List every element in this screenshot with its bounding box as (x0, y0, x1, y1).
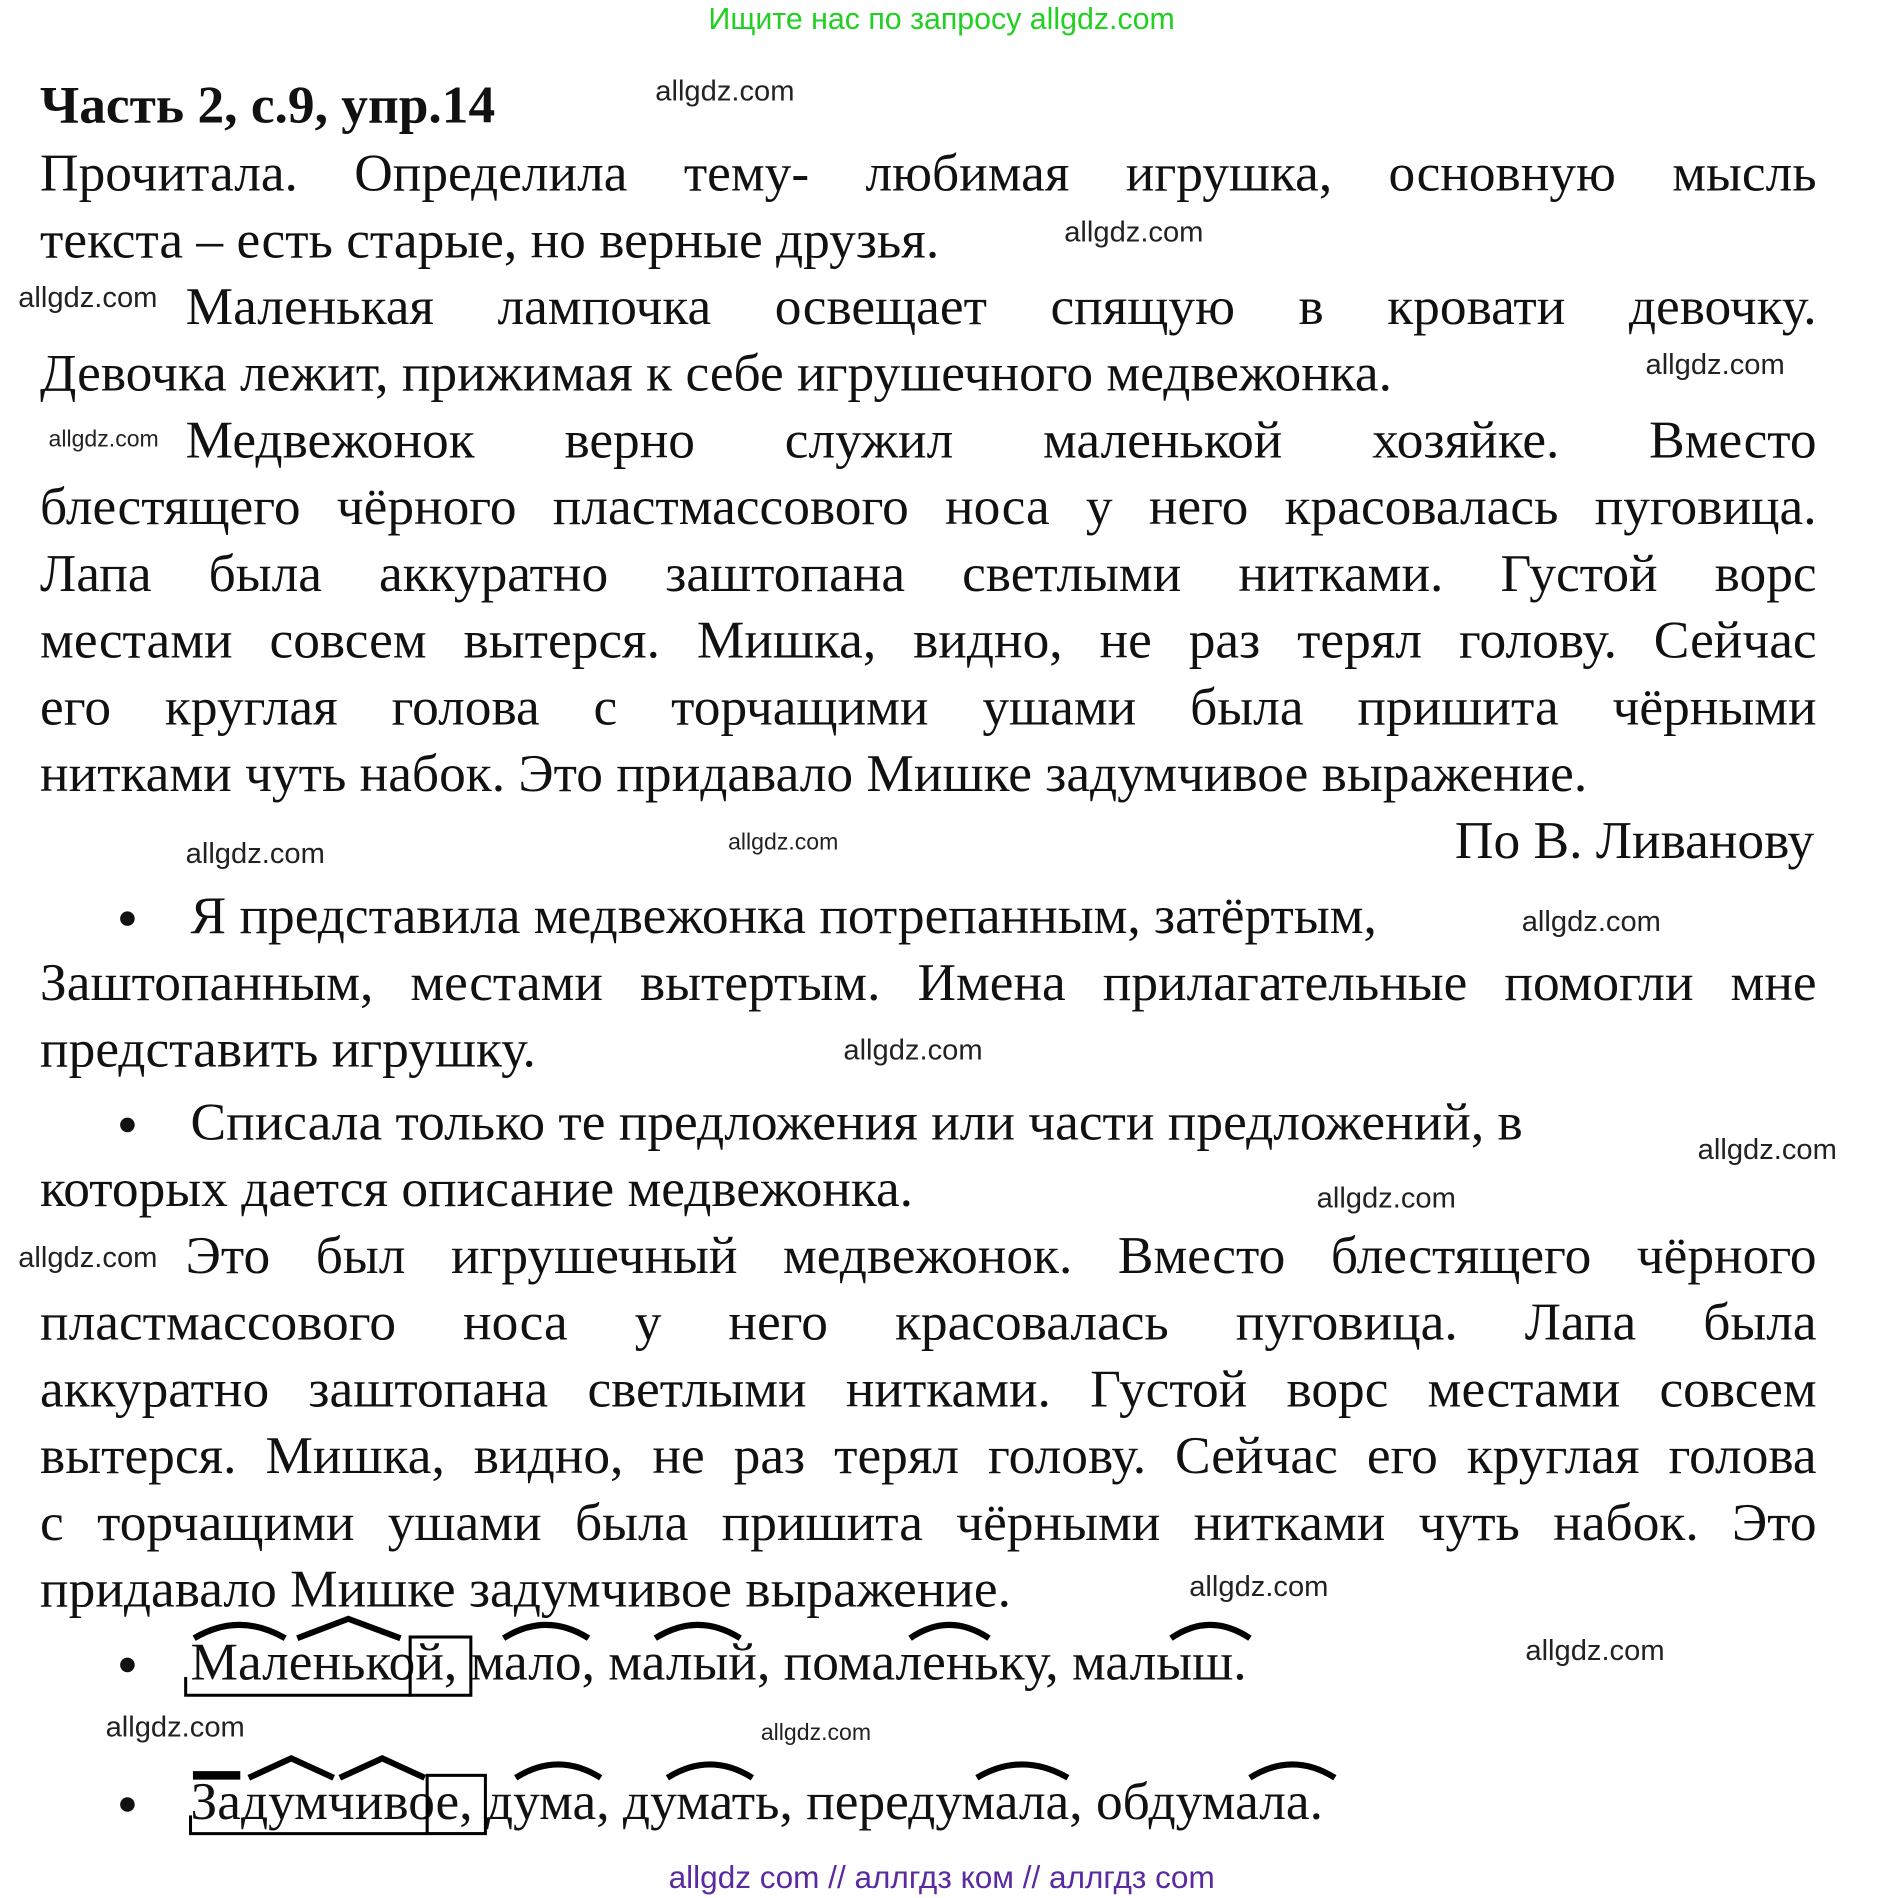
text-line: его круглая голова с торчащими ушами была пришита чёрными (40, 677, 1817, 737)
bullet-text: Списала только те предложения или части предложений, в (190, 1092, 1523, 1152)
text-line: представить игрушку. (40, 1019, 536, 1079)
text-line: Прочитала. Определила тему- любимая игрушка, основную мысль (40, 143, 1817, 203)
watermark: allgdz.com (760, 1720, 872, 1747)
footer-banner[interactable]: allgdz com // аллгдз ком // аллгдз com (668, 1859, 1215, 1896)
watermark: allgdz.com (18, 1241, 158, 1275)
text-line: с торчащими ушами была пришита чёрными нитками чуть набок. Это (40, 1492, 1817, 1553)
morpheme-line: Задумчивое, дума, думать, передумала, обдумала. (190, 1771, 1323, 1832)
watermark: allgdz.com (1525, 1634, 1665, 1668)
text-line: текста – есть старые, но верные друзья. (40, 209, 940, 270)
text-line: Маленькая лампочка освещает спящую в кровати девочку. (185, 276, 1817, 337)
root-arc-icon (504, 1625, 589, 1638)
base-underline-icon (186, 1677, 410, 1695)
root-arc-icon (1250, 1764, 1335, 1777)
text-line: пластмассового носа у него красовалась пуговица. Лапа была (40, 1292, 1817, 1352)
text-line: блестящего чёрного пластмассового носа у него красовалась пуговица. (40, 476, 1817, 537)
ending-box-icon (410, 1637, 471, 1695)
base-underline-icon (191, 1815, 428, 1833)
watermark: allgdz.com (728, 830, 839, 856)
text-line: аккуратно заштопана светлыми нитками. Густой ворс местами совсем (40, 1359, 1817, 1419)
morpheme-line: Маленькой, мало, малый, помаленьку, малыш. (190, 1632, 1247, 1692)
text-line: придавало Мишке задумчивое выражение. (40, 1559, 1011, 1619)
root-arc-icon (194, 1625, 285, 1638)
watermark: allgdz.com (185, 837, 325, 871)
suffix-mark-icon (340, 1758, 425, 1777)
watermark: allgdz.com (1697, 1133, 1837, 1167)
watermark: allgdz.com (1064, 216, 1204, 249)
watermark: allgdz.com (18, 281, 158, 315)
root-arc-icon (910, 1625, 989, 1638)
watermark: allgdz.com (105, 1711, 245, 1744)
root-arc-icon (1171, 1625, 1250, 1638)
text-line: которых дается описание медвежонка. (40, 1158, 914, 1219)
text-line: вытерся. Мишка, видно, не раз терял голову. Сейчас его круглая голова (40, 1425, 1817, 1486)
text-line: местами совсем вытерся. Мишка, видно, не раз терял голову. Сейчас (40, 610, 1817, 670)
suffix-mark-icon (249, 1758, 334, 1777)
search-banner[interactable]: Ищите нас по запросу allgdz.com (708, 2, 1175, 37)
watermark: allgdz.com (655, 75, 795, 109)
watermark: allgdz.com (843, 1033, 983, 1067)
watermark: allgdz.com (48, 427, 159, 453)
root-arc-icons (190, 1619, 1335, 1778)
text-line: Заштопанным, местами вытертым. Имена прилагательные помогли мне (40, 952, 1817, 1013)
text-line: Лапа была аккуратно заштопана светлыми нитками. Густой ворс (40, 543, 1817, 604)
root-arc-icon (655, 1625, 740, 1638)
text-line: Это был игрушечный медвежонок. Вместо блестящего чёрного (185, 1225, 1817, 1286)
watermark: allgdz.com (1645, 348, 1785, 382)
watermark: allgdz.com (1316, 1181, 1456, 1215)
page-title: Часть 2, с.9, упр.14 (40, 75, 496, 135)
watermark: allgdz.com (1521, 905, 1661, 939)
text-line: нитками чуть набок. Это придавало Мишке задумчивое выражение. (40, 743, 1588, 804)
text-line: Девочка лежит, прижимая к себе игрушечного медвежонка. (40, 343, 1392, 403)
root-arc-icon (516, 1764, 601, 1777)
text-line: Медвежонок верно служил маленькой хозяйке. Вместо (185, 410, 1817, 470)
text-author: По В. Ливанову (1454, 810, 1815, 871)
root-arc-icon (667, 1764, 752, 1777)
suffix-mark-icon (297, 1619, 400, 1638)
watermark: allgdz.com (1189, 1570, 1329, 1604)
ending-box-icon (427, 1775, 485, 1833)
bullet-text: Я представила медвежонка потрепанным, затёртым, (190, 885, 1377, 946)
root-arc-icon (977, 1764, 1068, 1777)
